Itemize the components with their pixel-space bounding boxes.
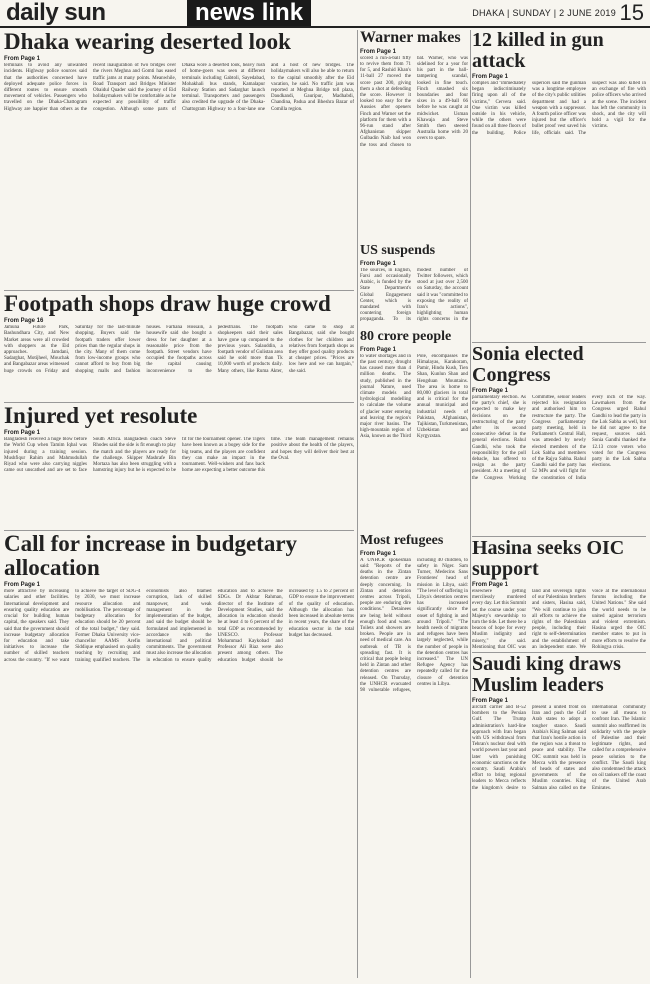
from-page-label: From Page 1 xyxy=(472,698,509,704)
article-budget xyxy=(4,532,354,978)
row-rule xyxy=(4,290,354,291)
headline: US suspends xyxy=(360,244,436,258)
from-page-label: From Page 1 xyxy=(360,550,397,557)
article-crore xyxy=(360,330,468,530)
article-footpath xyxy=(4,292,354,400)
from-page-label: From Page 1 xyxy=(360,48,397,55)
row-rule xyxy=(472,342,646,343)
headline: Sonia elected Congress xyxy=(472,344,584,386)
article-us xyxy=(360,244,468,326)
from-page-label: From Page 1 xyxy=(360,260,397,267)
from-page-label: From Page 16 xyxy=(4,318,44,325)
article-killed xyxy=(472,30,646,340)
article-body: terminals to avoid any unwanted incidents. Highway police sources said that the authorities concerned have deployed adequate police forces in different routes to ensure smooth movement of vehicles. Passengers who travelled on the Dhaka-Chattogram Highway are happier than others as the recent inauguration of two bridges over the rivers Meghna and Gomti has eased traffic jams at many points. Meanwhile, Road Transport and Bridges Minister Obaidul Quader said the journey of Eid holidaymakers will be comfortable as he expected any possibility of traffic congestion. Although some parts of Dhaka wore a deserted look, heavy rush of home-goers was seen at different terminals including Gabtoli, Sayedabad, Mohakhali bus stands, Kamalapur Railway Station and Sadarghat launch terminal. Transporters and passengers also credited the upgrade of the Dhaka-Chattogram Highway to a four-lane one and a host of new bridges. The holidaymakers will also be able to return to the capital smoothly after the Eid vacation, he said. No traffic jam was reported at Meghna Bridge toll plaza, Daudkandi, Gauripur, Madhabdi, Chandina, Padua and Bheshra Bazar of Comilla region. xyxy=(4,63,354,112)
article-body: scored a run-a-ball fifty to revive them from 71 for 5, and Rashid Khan's 11-ball 27 moved the score past 200, giving them a shot at defending the score. However it looked too easy for the Aussies after openers Finch and Warner set the platform for them with a 96-run stand after Afghanistan skipper Gulbadin Naib had won the toss and chosen to bat. Warner, who was sidelined for a year for his part in the ball-tampering scandal, looked in fine touch. Finch smashed six boundaries and four sixes in a 49-ball 66 before he was caught at midwicket. Usman Khawaja and Steve Smith then steered Australia home with 20 overs to spare. xyxy=(360,55,468,148)
from-page-label: From Page 1 xyxy=(472,74,509,80)
headline: Saudi king draws Muslim leaders xyxy=(472,654,621,696)
article-body: aircraft carrier and B-52 bombers to the Persian Gulf. The Trump administration's hard-line approach with Iran began with US withdrawal from Tehran's nuclear deal with world powers last year and later with punishing economic sanctions on the country. Saudi Arabia's effort to bring regional leaders to Mecca reflects the kingdom's desire to present a united front on Iran and push the Gulf Arab states to adopt a tougher stance. Saudi Arabia's King Salman said that Iran's hostile action in the region was a threat to peace and stability. The OIC summit was held in Mecca with the presence of heads of states and governments of the Muslim countries. King Salman also called on the international community to use all means to confront Iran. The Islamic summit also reaffirmed its solidarity with the people of Palestine and their legitimate rights, and called for a comprehensive peace solution to the conflict. The Saudi king also condemned the attack on oil tankers off the coast of the United Arab Emirates. xyxy=(472,705,646,791)
article-body: more attractive by increasing salaries and other facilities. International development and ensuring quality education are crucial for building human capital, the speakers said. They said that the government should increase budgetary allocation for education and take initiatives to increase the number of skilled teachers across the country. "If we want to achieve the target of SDG-4 by 2030, we must increase resource allocation and mobilisation. The percentage of budgetary allocation for education should be 20 percent of the total budget," they said. Former Dhaka University vice-chancellor AAMS Arefin Siddique emphasised on quality teaching by recruiting and training qualified teachers. The economists also blamed corruption, lack of skilled manpower, and weak management in the implementation of the budget, and said the budget should be formulated and implemented in accordance with the international and political commitments. The government must also increase the allocation in education to ensure quality education and to achieve the SDGs. Dr Akhtar Rahman, director of the Institute of Development Studies, said the allocation in education should be at least 4 to 6 percent of the total GDP as recommended by UNESCO. Professor Mohammad Kaykobad and Professor Ali Riaz were also present among others. The education budget should be increased by 1.5 to 2 percent of GDP to ensure the improvement of the quality of education. Although the allocation has been increased in absolute terms in recent years, the share of the education sector in the total budget has decreased. xyxy=(4,589,354,663)
section-title: news link xyxy=(187,0,311,26)
article-warner xyxy=(360,30,468,240)
article-injured xyxy=(4,404,354,528)
headline: Hasina seeks OIC support xyxy=(472,538,625,580)
from-page-label: From Page 1 xyxy=(4,56,41,63)
article-dhaka xyxy=(4,30,354,288)
article-migrants xyxy=(360,534,468,978)
row-rule xyxy=(4,402,354,403)
row-rule xyxy=(4,530,354,531)
headline: Footpath shops draw huge crowd xyxy=(4,292,331,316)
from-page-label: From Page 1 xyxy=(472,582,509,588)
headline: Warner makes xyxy=(360,30,461,46)
row-rule xyxy=(472,652,646,653)
article-oic xyxy=(472,538,646,650)
article-body: to water shortages and in the past century, drought has caused more than 4 million deaths. The study, published in the journal Nature, used climate models and hydrological modelling to calculate the volume of glacier water entering and leaving the region's major river basins. The high-mountain region of Asia, known as the Third Pole, encompasses the Himalayas, Karakoram, Pamir, Hindu Kush, Tien Shan, Kunlun Shan and Hengduan Mountains. The area is home to 80,000 glaciers in total and is critical for the annual municipal and industrial needs of Pakistan, Afghanistan, Tajikistan, Turkmenistan, Uzbekistan and Kyrgyzstan. xyxy=(360,353,468,440)
article-body: The sources, in English, Farsi and occasionally Arabic, is funded by the State Department's Global Engagement Center, which is mandated with countering foreign propaganda. To its modest number of Twitter followers, which stood at just over 2,500 on Saturday, the account said it was "committed to exposing the reality of Iran's actions", highlighting human rights concerns in the xyxy=(360,267,468,323)
article-body: elsewhere getting mercilessly murdered every day. Let this Summit set the course under your Majesty's stewardship to turn the tide. Let there be a beacon of hope for every Muslim indignity and misery," she said. Mentioning that OIC was land and sovereign rights of our Palestinian brothers and sisters, Hasina said, "We will continue to join all efforts to achieve the rights of the Palestinian people, including their right to self-determination and the establishment of an independent state. We voice at the international forums including the United Nations." She said the world needs to be united against terrorism and violent extremism. Hasina urged the OIC member states to put in more efforts to resolve the Rohingya crisis. xyxy=(472,589,646,650)
article-body: A UNHCR spokesman said: "Reports of the deaths in the Zintan detention centre are deeply concerning. In Zintan and detention centres across Tripoli, people are enduring dire conditions." Detainees are being held without enough food and water. Toilets and showers are broken. People are in need of medical care. An outbreak of TB is spreading fast. It is critical that people being held in Zintan and other detention centres are released. On Thursday, the UNHCR evacuated 98 vulnerable refugees, including 40 children, to safety in Niger. Sam Turner, Medecins Sans Frontieres' head of mission in Libya, said: "The level of suffering in Libya's detention centres has increased significantly since the onset of fighting in and around Tripoli." "The health needs of migrants and refugees have been largely neglected, while the number of people in the detention centres has increased." The UN Refugee Agency has repeatedly called for the closure of detention centres in Libya. xyxy=(360,557,468,693)
headline: 80 crore people xyxy=(360,330,452,344)
headline: Dhaka wearing deserted look xyxy=(4,30,291,54)
article-sonia xyxy=(472,344,646,534)
newspaper-logo: daily sun xyxy=(6,0,106,26)
article-saudi xyxy=(472,654,646,978)
article-body: complex and "immediately began indiscriminately firing upon all of the victims," Cervera said. One victim was killed outside in his vehicle, while the others were found on all three floors of the building. Police superiors said the gunman was a longtime employee of the city's public utilities department and had a weapon with a suppressor. A fourth police officer was injured but the officer's bullet proof vest saved his life, officials said. The suspect was also killed in an exchange of fire with police officers who arrived at the scene. The incident has left the community in shock, and the city will hold a vigil for the victims. xyxy=(472,81,646,136)
article-body: Jamuna Future Park, Bashundhara City, and New Market areas were all crowded with shoppers as the Eid approaches. Jamdani, Sadarghat, Motijheel, Mouchak and Bangabazar areas witnessed huge crowds on Friday and Saturday for the last-minute shopping. Buyers said the footpath traders offer lower prices than the regular shops in the city. Many of them come from low-income groups who cannot afford to buy from big shopping malls and fashion houses. Farhana Hossain, a housewife said she bought a dress for her daughter at a reasonable price from the footpath. Street vendors have occupied the footpaths across the capital causing inconvenience to the pedestrians. The footpath shopkeepers said their sales have gone up compared to the previous years. Salauddin, a footpath vendor of Gulistan area said he sold more than Tk 10,000 worth of products daily. Many others, like Ruma Akter, who came to shop at Bangabazar, said she bought clothes for her children and relatives from footpath shops as they offer good quality products at cheaper prices. "Prices are low here and we can bargain," she said. xyxy=(4,325,354,374)
headline: Injured yet resolute xyxy=(4,404,198,428)
row-rule xyxy=(472,536,646,537)
headline: 12 killed in gun attack xyxy=(472,30,604,72)
column-rule xyxy=(357,30,358,978)
headline: Call for increase in budgetary allocation xyxy=(4,532,298,581)
page-number: 15 xyxy=(619,0,644,25)
from-page-label: From Page 1 xyxy=(360,346,397,353)
masthead xyxy=(0,0,650,28)
article-body: parliamentary election. As the party's chief, she is expected to make key decisions on the restructuring of the party after its second consecutive defeat in the general elections. Rahul Gandhi, who took the responsibility for the poll debacle, has offered to resign as the party president. At a meeting of the Congress Working Committee, senior leaders rejected his resignation and authorised him to restructure the party. The Congress parliamentary party meeting, held in Parliament's Central Hall, was attended by newly elected members of the Lok Sabha and members of the Rajya Sabha. Rahul Gandhi said the party has 52 MPs and will fight for the constitution of India every inch of the way. Lawmakers from the Congress urged Rahul Gandhi to lead the party in the Lok Sabha as well, but he did not agree to the request, sources said. Sonia Gandhi thanked the 12.13 crore voters who voted for the Congress party in the Lok Sabha elections. xyxy=(472,395,646,481)
dateline: DHAKA | SUNDAY | 2 JUNE 2019 xyxy=(472,8,616,18)
from-page-label: From Page 1 xyxy=(4,430,41,437)
from-page-label: From Page 1 xyxy=(472,388,509,394)
from-page-label: From Page 1 xyxy=(4,582,41,589)
article-body: Bangladesh received a huge blow before the World Cup when Tamim Iqbal was injured during a training session. Mushfiqur Rahim and Mahmudullah Riyad who were also carrying niggles came out unscathed and are set to face South Africa. Bangladesh coach Steve Rhodes said the side is fit enough to play the match and the players are ready for the challenge. Skipper Mashrafe Bin Mortaza has also been struggling with a hamstring injury but he is expected to be fit for the tournament opener. The Tigers have been known as a bogey side for the big teams, and the players are confident they can make an impact in the tournament. Well-wishers and fans back home are expecting a better outcome this time. The team management remains positive about the health of the players, and hopes they will deliver their best at the Oval. xyxy=(4,437,354,474)
headline: Most refugees xyxy=(360,534,444,548)
column-rule xyxy=(470,30,471,978)
